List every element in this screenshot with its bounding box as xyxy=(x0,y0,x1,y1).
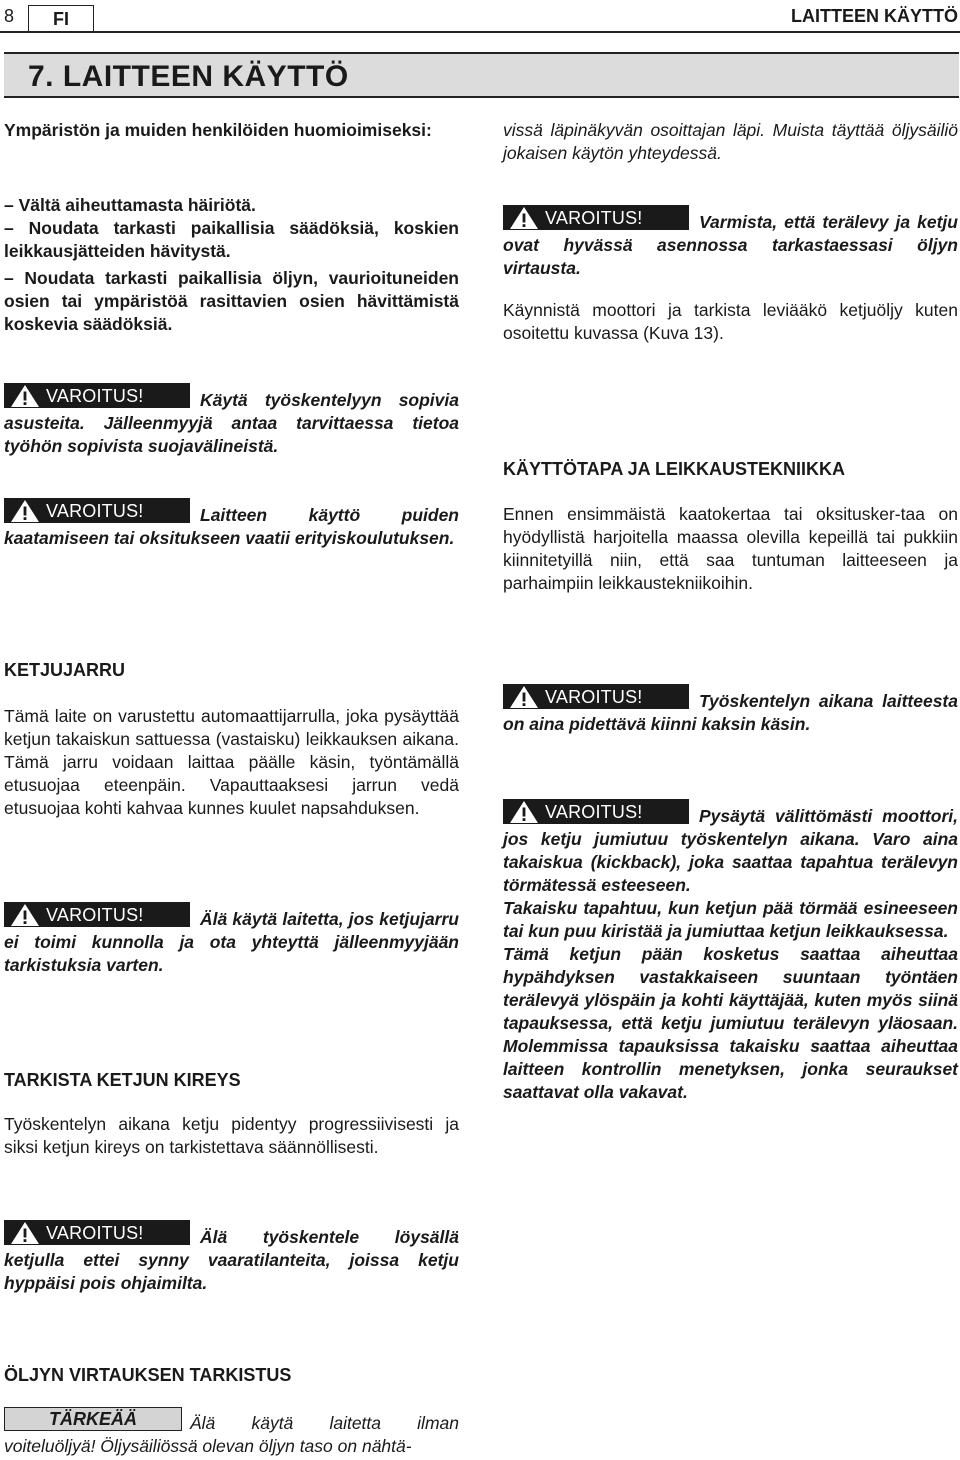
warning-bar-position: VAROITUS! Varmista, että terälevy ja ketju ovat hyvässä asennossa tarkastaessasi öljyn virtausta. xyxy=(503,205,958,280)
warning-badge: VAROITUS! xyxy=(4,902,190,927)
running-head: LAITTEEN KÄYTTÖ xyxy=(791,6,958,26)
kaynnista-text: Käynnistä moottori ja tarkista leviääkö ketjuöljy kuten osoitettu kuvassa (Kuva 13). xyxy=(503,300,958,343)
warning-loose-chain: VAROITUS! Älä työskentele löysällä ketjulla ettei synny vaaratilanteita, joissa ketju hyppäisi pois ohjaimilta. xyxy=(4,1220,459,1295)
bullet-2: – Noudata tarkasti paikallisia säädöksiä, koskien leikkausjätteiden hävitystä. xyxy=(4,218,459,261)
note-oil: TÄRKEÄÄ Älä käytä laitetta ilman voiteluöljyä! Öljysäiliössä olevan öljyn taso on nähtä- xyxy=(4,1409,459,1456)
warning-triangle-icon xyxy=(509,685,539,709)
chapter-title-bar xyxy=(4,52,959,98)
chapter-title: 7. LAITTEEN KÄYTTÖ xyxy=(28,60,349,93)
page-number: 8 xyxy=(4,6,15,26)
kickback-paragraph-3: Tämä ketjun pään kosketus saattaa aiheuttaa hypähdyksen vastakkaiseen suuntaan työntäen terälevyä ylöspäin ja kohti käyttäjää, kuten myös siinä tapauksessa, että ketju jumiutuu terälevyn yläosaan. Molemmissa tapauksissa takaisku saattaa aiheuttaa laitteen kontrollin menetyksen, jonka seuraukset saattavat olla vakavat. xyxy=(503,944,958,1102)
warning-badge: VAROITUS! xyxy=(4,498,190,523)
warning-triangle-icon xyxy=(509,800,539,824)
warning-badge: VAROITUS! xyxy=(503,684,689,709)
kickback-paragraph-2: Takaisku tapahtuu, kun ketjun pää törmää esineeseen tai kun puu kiristää ja jumiuttaa ketjun leikkauksessa. xyxy=(503,898,958,941)
intro-text: Ympäristön ja muiden henkilöiden huomioimiseksi: xyxy=(4,120,432,140)
warning-triangle-icon xyxy=(509,206,539,230)
warning-clothing: VAROITUS! Käytä työskentelyyn sopivia asusteita. Jälleenmyyjä antaa tarvittaessa tietoa työhön sopivista suojavälineistä. xyxy=(4,383,459,458)
warning-triangle-icon xyxy=(10,499,40,523)
kayttotapa-text: Ennen ensimmäistä kaatokertaa tai oksitusker-taa on hyödyllistä harjoitella maassa olevilla kepeillä tai pukkiin kiinnitetyillä niin, että saa tuntuman laitteeseen ja parhaimpiin leikkaustekniikoihin. xyxy=(503,504,958,593)
warning-chainbrake: VAROITUS! Älä käytä laitetta, jos ketjujarru ei toimi kunnolla ja ota yhteyttä jälleenmyyjään tarkistuksia varten. xyxy=(4,902,459,977)
warning-training: VAROITUS! Laitteen käyttö puiden kaatamiseen tai oksitukseen vaatii erityiskoulutuksen. xyxy=(4,498,459,550)
header-rule xyxy=(0,31,960,33)
warning-badge: VAROITUS! xyxy=(503,799,689,824)
warning-badge: VAROITUS! xyxy=(4,1220,190,1245)
kireys-heading: TARKISTA KETJUN KIREYS xyxy=(4,1070,241,1090)
warning-two-hands: VAROITUS! Työskentelyn aikana laitteesta on aina pidettävä kiinni kaksin käsin. xyxy=(503,684,958,736)
ketjujarru-text: Tämä laite on varustettu automaattijarrulla, joka pysäyttää ketjun takaiskun sattuessa (vastaisku) leikkauksen aikana. Tämä jarru voidaan laittaa päälle käsin, työntämällä etusuojaa eteenpäin. Vapauttaaksesi jarrun vedä etusuojaa kohti kahvaa kunnes kuulet napsahduksen. xyxy=(4,706,459,818)
kireys-text: Työskentelyn aikana ketju pidentyy progressiivisesti ja siksi ketjun kireys on tarkistettava säännöllisesti. xyxy=(4,1114,459,1157)
warning-badge: VAROITUS! xyxy=(4,383,190,408)
bullet-3: – Noudata tarkasti paikallisia öljyn, vaurioituneiden osien tai ympäristöä rasittavien osien hävittämistä koskevia säädöksiä. xyxy=(4,268,459,334)
note-badge: TÄRKEÄÄ xyxy=(4,1407,182,1431)
warning-badge: VAROITUS! xyxy=(503,205,689,230)
warning-triangle-icon xyxy=(10,1221,40,1245)
oil-check-continued: vissä läpinäkyvän osoittajan läpi. Muista täyttää öljysäiliö jokaisen käytön yhteydessä. xyxy=(503,120,958,163)
kayttotapa-heading: KÄYTTÖTAPA JA LEIKKAUSTEKNIIKKA xyxy=(503,459,845,479)
bullet-1: – Vältä aiheuttamasta häiriötä. xyxy=(4,195,256,215)
warning-kickback: VAROITUS! Pysäytä välittömästi moottori, jos ketju jumiutuu työskentelyn aikana. Varo aina takaiskua (kickback), joka saattaa tapahtua terälevyn törmätessä esteeseen. Takaisku tapahtuu, kun ketjun pää törmää esineeseen tai kun puu kiristää ja jumiuttaa ketjun leikkauksessa. Tämä ketjun pään kosketus saattaa aiheuttaa hypähdyksen vastakkaiseen suuntaan työntäen terälevyä ylöspäin ja kohti käyttäjää, kuten myös siinä tapauksessa, että ketju jumiutuu terälevyn yläosaan. Molemmissa tapauksissa takaisku saattaa aiheuttaa laitteen kontrollin menetyksen, jonka seuraukset saattavat olla vakavat. xyxy=(503,799,958,1104)
warning-triangle-icon xyxy=(10,384,40,408)
oljy-heading: ÖLJYN VIRTAUKSEN TARKISTUS xyxy=(4,1365,292,1385)
warning-triangle-icon xyxy=(10,903,40,927)
language-badge: FI xyxy=(28,5,94,33)
ketjujarru-heading: KETJUJARRU xyxy=(4,660,126,680)
